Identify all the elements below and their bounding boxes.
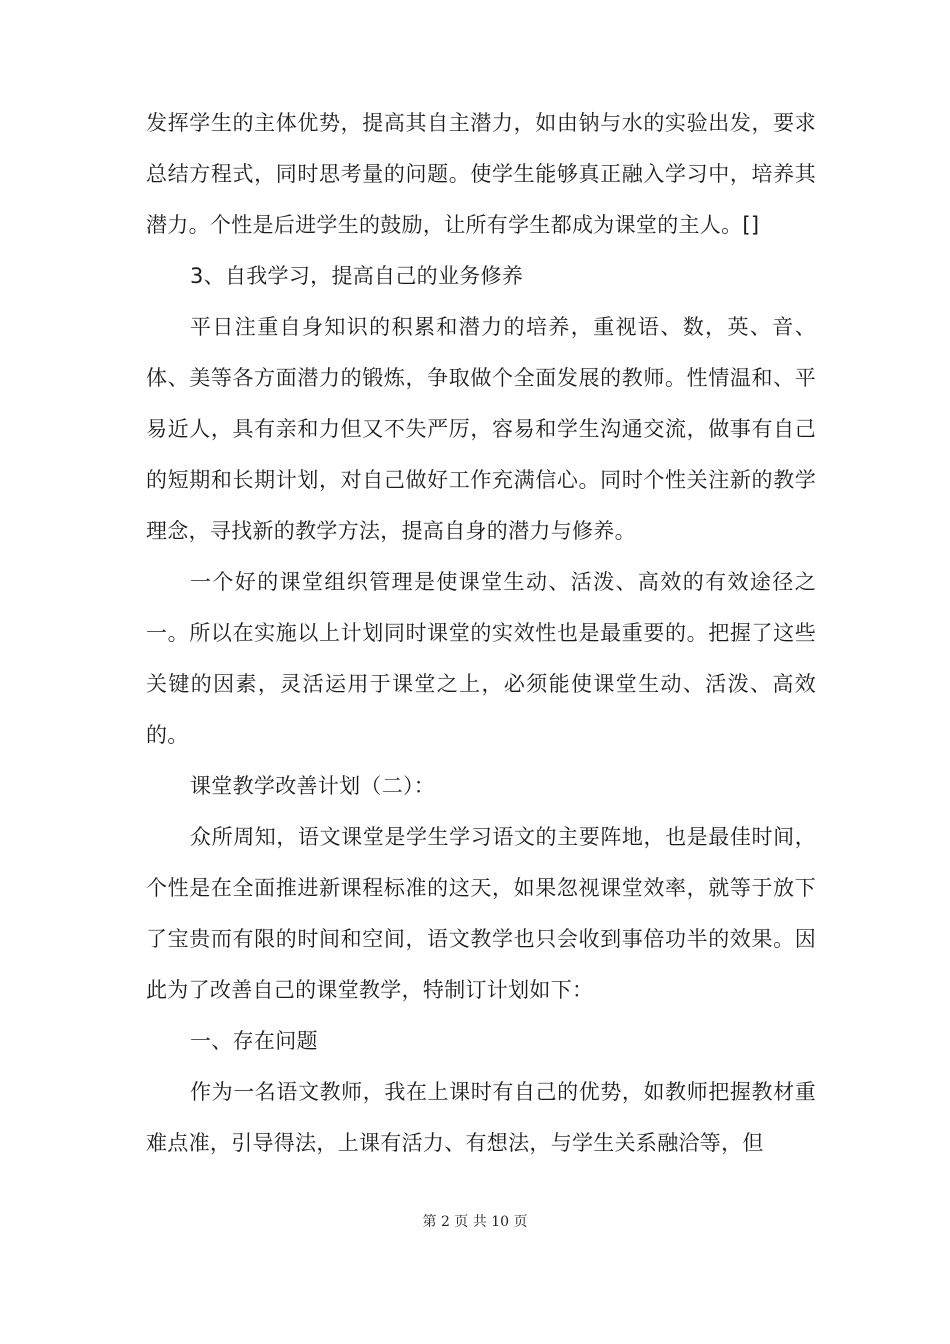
paragraph-6: 众所周知，语文课堂是学生学习语文的主要阵地，也是最佳时间，个性是在全面推进新课程标准的这天，如果忽视课堂效率，就等于放下了宝贵而有限的时间和空间，语文教学也只会收到事倍功半的效果。因此为了改善自己的课堂教学，特制订计划如下： <box>146 825 816 1002</box>
plan-two-heading: 课堂教学改善计划（二）： <box>190 774 436 798</box>
document-body <box>146 98 816 1169</box>
paragraph-1: 发挥学生的主体优势，提高其自主潜力，如由钠与水的实验出发，要求总结方程式，同时思考量的问题。使学生能够真正融入学习中，培养其潜力。个性是后进学生的鼓励，让所有学生都成为课堂的主人。[] <box>146 111 816 237</box>
section-heading-problems: 一、存在问题 <box>190 1029 318 1053</box>
paragraph-8: 作为一名语文教师，我在上课时有自己的优势，如教师把握教材重难点准，引导得法，上课有活力、有想法，与学生关系融洽等，但 <box>146 1080 816 1155</box>
paragraph-3: 平日注重自身知识的积累和潜力的培养，重视语、数，英、音、体、美等各方面潜力的锻炼，争取做个全面发展的教师。性情温和、平易近人，具有亲和力但又不失严厉，容易和学生沟通交流，做事有自己的短期和长期计划，对自己做好工作充满信心。同时个性关注新的教学理念，寻找新的教学方法，提高自身的潜力与修养。 <box>146 315 816 543</box>
page-number-footer: 第 2 页 共 10 页 <box>422 1214 528 1230</box>
section-heading-self-study: 3、自我学习，提高自己的业务修养 <box>190 264 524 288</box>
paragraph-4: 一个好的课堂组织管理是使课堂生动、活泼、高效的有效途径之一。所以在实施以上计划同时课堂的实效性也是最重要的。把握了这些关键的因素，灵活运用于课堂之上，必须能使课堂生动、活泼、高效的。 <box>146 570 816 747</box>
